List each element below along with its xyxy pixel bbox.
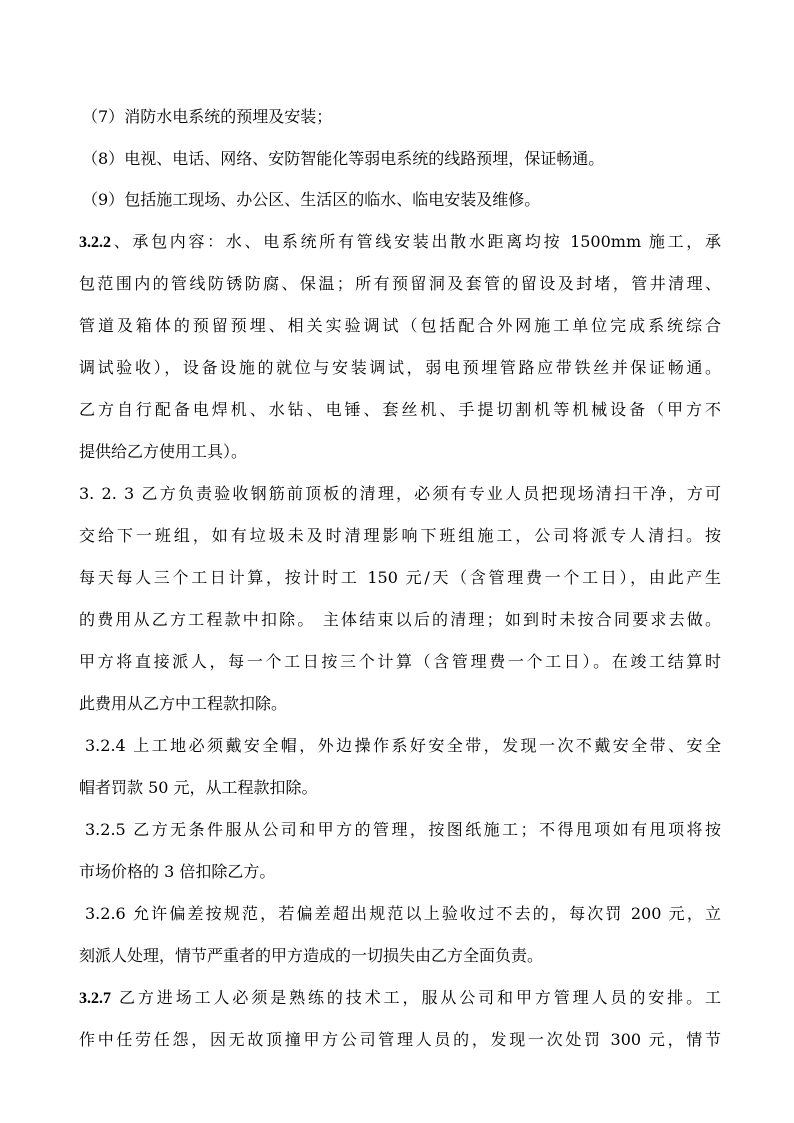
section-3-2-2-line-6: 提供给乙方使用工具）。 [79, 442, 248, 461]
section-number: 3.2.6 [85, 904, 126, 923]
section-text: 允许偏差按规范，若偏差超出规范以上验收过不去的，每次罚 200 元，立 [125, 904, 721, 923]
list-item-label: （8） [82, 149, 125, 168]
section-3-2-5-line-2: 市场价格的 3 倍扣除乙方。 [79, 862, 276, 881]
section-3-2-3-line-1 [79, 484, 721, 504]
section-number: 3.2.2 [79, 234, 111, 251]
list-item-label: （9） [82, 190, 125, 209]
section-3-2-2-line-3: 管道及箱体的预留预埋、相关实验调试（包括配合外网施工单位完成系统综合 [79, 316, 721, 335]
list-item-9 [82, 190, 540, 210]
section-3-2-3-line-5: 甲方将直接派人，每一个工日按三个计算（含管理费一个工日）。在竣工结算时 [79, 652, 721, 671]
section-3-2-2-line-1 [79, 232, 721, 252]
section-3-2-2-line-2: 包范围内的管线防锈防腐、保温；所有预留洞及套管的留设及封堵，管井清理、 [79, 274, 721, 293]
section-3-2-2-line-4: 调试验收），设备设施的就位与安装调试，弱电预埋管路应带铁丝并保证畅通。 [79, 358, 721, 377]
section-number: 3. 2. 3 [79, 484, 135, 503]
section-3-2-2-line-5: 乙方自行配备电焊机、水钻、电锤、套丝机、手提切割机等机械设备（甲方不 [79, 400, 721, 419]
section-number: 3.2.4 [85, 736, 126, 755]
section-3-2-3-line-4: 的费用从乙方工程款中扣除。 主体结束以后的清理；如到时未按合同要求去做。 [79, 610, 721, 629]
section-text: 乙方进场工人必须是熟练的技术工，服从公司和甲方管理人员的安排。工 [111, 988, 721, 1007]
section-text: 、承包内容：水、电系统所有管线安装出散水距离均按 1500mm 施工，承 [111, 232, 721, 251]
list-item-7 [82, 107, 332, 127]
section-3-2-3-line-2: 交给下一班组，如有垃圾未及时清理影响下班组施工，公司将派专人清扫。按 [79, 526, 721, 545]
list-item-text: 消防水电系统的预埋及安装； [124, 107, 333, 126]
section-number: 3.2.5 [85, 820, 126, 839]
list-item-text: 电视、电话、网络、安防智能化等弱电系统的线路预埋，保证畅通。 [124, 149, 605, 168]
section-3-2-6-line-1 [85, 904, 721, 924]
list-item-label: （7） [82, 107, 125, 126]
section-text: 上工地必须戴安全帽，外边操作系好安全带，发现一次不戴安全带、安全 [125, 736, 721, 755]
section-text: 乙方无条件服从公司和甲方的管理，按图纸施工；不得甩项如有甩项将按 [125, 820, 721, 839]
section-3-2-5-line-1 [85, 820, 721, 840]
section-3-2-4-line-1 [85, 736, 721, 756]
list-item-text: 包括施工现场、办公区、生活区的临水、临电安装及维修。 [124, 190, 541, 209]
section-number: 3.2.7 [79, 990, 111, 1007]
section-3-2-4-line-2: 帽者罚款 50 元，从工程款扣除。 [79, 778, 318, 797]
list-item-8 [82, 149, 604, 169]
section-3-2-3-line-3: 每天每人三个工日计算，按计时工 150 元/天（含管理费一个工日），由此产生 [79, 568, 721, 587]
section-3-2-6-line-2: 刻派人处理，情节严重者的甲方造成的一切损失由乙方全面负责。 [79, 946, 544, 965]
section-3-2-7-line-1 [79, 988, 721, 1008]
section-3-2-3-line-6: 此费用从乙方中工程款扣除。 [79, 694, 288, 713]
section-3-2-7-line-2: 作中任劳任怨，因无故顶撞甲方公司管理人员的，发现一次处罚 300 元，情节 [79, 1030, 721, 1049]
section-text: 乙方负责验收钢筋前顶板的清理，必须有专业人员把现场清扫干净，方可 [134, 484, 721, 503]
